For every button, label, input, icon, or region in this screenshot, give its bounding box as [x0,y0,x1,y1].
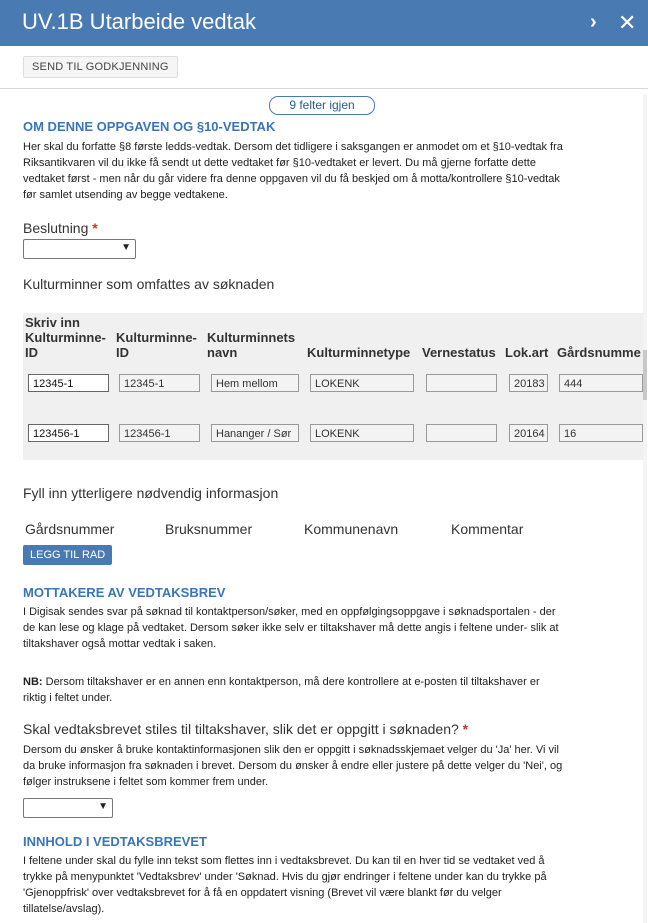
heritage-name-field: Hananger / Sør [211,424,299,442]
letter-content-text: I feltene under skal du fylle inn tekst som flettes inn i vedtaksbrevet. Du kan til en hver tid se vedtaket ved å trykke på menypunktet 'Vedtaksbrev' under 'Søknad. Hvis du gjør endringer i feltene under kan du trykke på 'Gjenoppfrisk' over vedtaksbrevet for å få en oppdatert visning (Brevet vil være blankt før du velger tillatelse/avslag). [23,855,547,915]
scrollbar[interactable] [643,95,647,923]
column-header: Kulturminnetype [307,345,411,360]
form-content [0,89,648,923]
protection-status-field [426,374,497,392]
farm-number-field: 444 [559,374,643,392]
location-type-field: 20183 [509,374,548,392]
column-header: Gårdsnumme [557,345,641,360]
chevron-down-icon: ▼ [98,801,108,812]
decision-select[interactable] [23,239,136,259]
chevron-down-icon: ▼ [121,242,131,253]
column-header: Lok.art [505,345,549,360]
column-header: Gårdsnummer [25,521,115,537]
heritage-name-field: Hem mellom [211,374,299,392]
scrollbar-thumb[interactable] [643,350,647,400]
heritage-table [23,313,643,460]
heritage-type-field: LOKENK [310,374,414,392]
decision-label: Beslutning * [23,220,98,236]
recipients-text: I Digisak sendes svar på søknad til kontaktperson/søker, med en oppfølgingsoppgave i søknadsportalen - der de kan lese og klage på vedtaket. Dersom søker ikke selv er tiltakshaver må dette angis i feltene under- slik at tiltakshaver også mottar vedtak i saken. [23,606,559,650]
letter-content-heading: INNHOLD I VEDTAKSBREVET [23,834,207,849]
window-title: UV.1B Utarbeide vedtak [22,9,256,34]
about-heading: OM DENNE OPPGAVEN OG §10-VEDTAK [23,119,276,134]
chevron-right-icon[interactable]: › [590,11,597,33]
farm-number-field: 16 [559,424,643,442]
remaining-fields-badge[interactable]: 9 felter igjen [269,96,375,115]
column-header: Kulturminnets navn [207,330,296,360]
close-icon[interactable]: ✕ [618,10,637,35]
title-bar [0,0,648,46]
recipients-heading: MOTTAKERE AV VEDTAKSBREV [23,585,226,600]
recipients-note: NB: Dersom tiltakshaver er en annen enn kontaktperson, må dere kontrollere at e-posten til tiltakshaver er riktig i feltet under. [23,676,540,704]
heritage-id-field: 123456-1 [119,424,200,442]
heritage-id-input[interactable]: 123456-1 [28,424,109,442]
required-marker: * [462,721,469,737]
addressee-help-text: Dersom du ønsker å bruke kontaktinformasjonen slik den er oppgitt i søknadsskjemaet velger du 'Ja' her. Vi vil da bruke informasjon fra søknaden i brevet. Dersom du ønsker å endre eller justere på dette velger du 'Nei', og følger instruksene i feltet som kommer frem under. [23,744,563,788]
send-for-approval-button[interactable]: SEND TIL GODKJENNING [23,56,178,78]
addressee-select[interactable] [23,798,113,818]
column-header: Vernestatus [422,345,496,360]
about-text: Her skal du forfatte §8 første ledds-vedtak. Dersom det tidligere i saksgangen er anmodet om et §10-vedtak fra Riksantikvaren vil du ikke få sendt ut dette vedtaket før §10-vedtaket er levert. Du må gjerne forfatte dette vedtaket først - men når du går videre fra denne oppgaven vil du få beskjed om å motta/kontrollere §10-vedtak før samlet utsending av begge vedtakene. [23,141,563,201]
heritage-id-field: 12345-1 [119,374,200,392]
location-type-field: 20164 [509,424,548,442]
column-header: Kulturminne- ID [116,330,197,360]
addressee-question-label: Skal vedtaksbrevet stiles til tiltakshaver, slik det er oppgitt i søknaden? * [23,721,469,737]
required-marker: * [92,220,98,236]
heritage-id-input[interactable]: 12345-1 [28,374,109,392]
protection-status-field [426,424,497,442]
column-header: Kommentar [451,521,524,537]
add-row-button[interactable]: LEGG TIL RAD [23,545,112,565]
heritage-heading: Kulturminner som omfattes av søknaden [23,276,275,292]
column-header: Skriv inn Kulturminne- ID [25,315,106,360]
column-header: Kommunenavn [304,521,399,537]
heritage-type-field: LOKENK [310,424,414,442]
column-header: Bruksnummer [165,521,253,537]
extra-info-heading: Fyll inn ytterligere nødvendig informasjon [23,485,279,501]
